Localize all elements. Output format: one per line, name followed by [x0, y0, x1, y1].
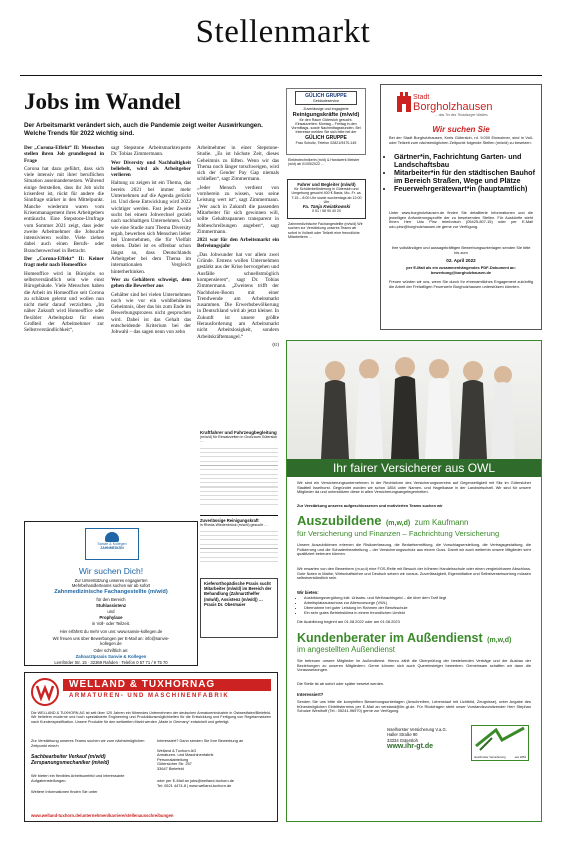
sanvie-intro: Zur Unterstützung unseres engagierten Mehrbehandlerteams suchen wir ab sofort — [71, 578, 151, 588]
insurance-banner-text: Ihr fairer Versicherer aus OWL — [332, 461, 496, 475]
welland-left-intro: Zur Verstärkung unseres Teams suchen wir zum nächstmöglichen Zeitpunkt eine/n — [31, 738, 145, 748]
offer-title: Wir bieten: — [297, 590, 319, 595]
ad-welland — [24, 672, 278, 822]
bh-apply: Ihre vollständigen und aussagekräftigen Bewerbungsunterlagen senden Sie bitte bis zum — [391, 245, 531, 255]
paragraph: Arbeitnehmer in einer Stepstone-Studie. „Es ist höchste Zeit, dieses Geheimnis zu lüften. Wenn wir das Thema noch länger totschweigen, wird sich der Gender Pay Gap niemals schließen“, sagt Zimmermann. — [197, 145, 279, 183]
offer-list — [297, 596, 531, 616]
paragraph: Homeoffice wird in Bürojobs so selbstverständlich sein wie einst Bürogebäude. Viele Menschen haben die Arbeit im Homeoffice seit Corona zu schätzen gelernt und wollen nun nicht mehr darauf verzichten. „Im näher Zukunft wird Homeoffice oder flexibler Arbeitsplatz für einen Großteil der Arbeitnehmer zur Selbstverständlichkeit“, — [24, 270, 104, 334]
guelich-intro: Zuverlässige und engagierte — [303, 107, 349, 112]
insurance-logo — [471, 725, 529, 761]
logo-year: seit 1854 — [514, 755, 526, 759]
paragraph: Gehälter sind bei vielen Unternehmen noch wie vor ein wohlbehütetes Geheimnis, über das bis zum Ende im Bewerbungsprozess nicht gesprochen wird. Dabei ist das Gehalt das entscheidende Kriterium bei der Jobwahl – das sagen neun von zehn — [111, 291, 191, 336]
sanvie-areas — [25, 597, 197, 627]
contact-text: Senden Sie uns bitte die kompletten Bewerbungsunterlagen (Anschreiben, Lebenslauf mit Lichtbild, Zeugnisse), unter Angabe des frühestmöglichen Eintrittstermins per E-Mail an verstand@ihr-gt.de. Für Rückfragen steht unser Vorstandsvorsitzender Herr Stephan Schulze Westhoff (Tel.: 05241-96970) gerne zur Verfügung. — [297, 699, 531, 714]
kiefer-body: Kieferorthopädische Praxis sucht Mitarbeiter (m/w/d) im Bereich der Behandlung (Zahnarzthelfer (m/w/d), Assistenz (m/w/d)) … Praxis Dr. Obermaier — [204, 581, 272, 607]
welland-offer: Wir bieten ein flexibles Arbeitsumfeld und interessante Aufgabenstellungen. — [31, 773, 125, 783]
job1-title: Auszubildene — [297, 513, 382, 528]
welland-right — [157, 739, 273, 788]
author: (tr) — [272, 341, 279, 348]
page-title: Stellenmarkt — [195, 14, 371, 50]
company-block — [387, 727, 447, 750]
job2-title: Kundenberater im Außendienst — [297, 631, 483, 645]
guelich-contact: Frau Schultz, Telefon 02821/9470-145 — [295, 140, 357, 145]
welland-name-bar — [63, 679, 271, 691]
article — [24, 89, 280, 429]
bh-more: Unter www.borgholzhausen.de finden Sie detaillierte Informationen und die jeweiligen Anforderungsprofile der zu besetzenden Stellen. Für Auskünfte steht Ihnen Herr Udo Pinz telefonisch (05425-807-15) oder per E-Mail udo.pinz@borgholzhausen.de gerne zur Verfügung. — [389, 210, 533, 230]
sanvie-address1: Zahnarztpraxis Sanvie & Kollegen — [75, 654, 147, 659]
bh-city-prefix: Stadt — [413, 94, 430, 101]
zuverl-body: in Rheda-Wiedenbrück (m/w/d) gesucht … — [200, 523, 268, 527]
guelich-logo — [295, 91, 357, 105]
subhead: Der „Corona-Effekt“ II: Menschen stellen ihren Job grundlegend in Frage — [24, 145, 104, 164]
sanvie-area: in Voll- oder Teilzeit. — [91, 621, 131, 626]
job1-suffix: (m,w,d) — [385, 520, 411, 527]
bh-headline: Wir suchen Sie — [432, 125, 490, 134]
welland-addr-line: 33647 Bielefeld — [157, 765, 184, 771]
article-lead: Der Arbeitsmarkt verändert sich, auch die Pandemie zeigt weiter Auswirkungen. Welche Trends für 2022 wichtig sind. — [24, 122, 263, 137]
article-column-1 — [24, 145, 104, 336]
divider — [200, 515, 278, 516]
subhead: Wer Diversity und Nachhaltigkeit beliebelt, wird als Arbeitgeber verlieren — [111, 159, 191, 179]
sanvie-position: Zahnmedizinische Fachangestellte (m/w/d) — [54, 589, 168, 595]
welland-addr-line: Welland & Tuxhorn AG — [157, 747, 197, 753]
subhead: Der „Corona-Effekt“ II: Keiner fragt mehr nach Homeoffice — [24, 256, 104, 269]
ad-insurance — [286, 340, 542, 822]
sanvie-apply: Wir freuen uns über Bewerbungen per E-Mail an: info@sanvie-kollegen.de — [52, 636, 170, 646]
tanja-company: Fa. Tanja Kwiatkowski — [302, 204, 351, 210]
ad-elektro: Elektrotechnikerin (m/d) & Handwerk Meister (w/d) ab 01/05/2022 … — [288, 158, 360, 167]
welland-left — [31, 739, 149, 794]
welland-addr-line: Personalabteilung — [157, 756, 189, 762]
logo-label: Isselhorster Versicherung — [474, 755, 506, 759]
zuverl-filler — [200, 529, 278, 565]
insurance-banner — [287, 459, 541, 477]
guelich-title: Reinigungskräfte (m/w/d) — [292, 111, 360, 118]
bh-date: 02. April 2022 — [446, 258, 476, 263]
bh-city: Borgholzhausen — [413, 101, 493, 113]
bh-job-item: • Mitarbeiter*in für den städtischen Bauhof im Bereich Straßen, Wege und Plätze — [394, 169, 535, 185]
welland-company: WELLAND & TUXHORNAG — [69, 679, 216, 690]
welland-sub: ARMATUREN- UND MASCHINENFABRIK — [69, 693, 230, 699]
sanvie-logo-name: Sanvie & Kollegen — [97, 542, 127, 546]
sanvie-or: Oder schriftlich an: — [93, 648, 129, 653]
insurance-job1 — [297, 512, 531, 530]
offer-item: • Ein sehr gutes Betriebsklima in einem freundlichen Umfeld — [304, 611, 531, 616]
sanvie-area: für den Bereich — [96, 597, 126, 602]
paragraph: sagt Stepstone Arbeitsmarktexperte Dr. Tobias Zimmermann. — [111, 145, 191, 158]
welland-info-label: Weitere Informationen finden Sie unter — [31, 789, 98, 795]
welland-about: Die WELLAND & TUXHORN AG ist seit über 120 Jahren ein führendes Unternehmen der deutschen Armaturenindustrie in Ostwestfalen/Bielefeld. Wir beliefern moderne und hoch spezialisierte Engineering und Produktionsmöglichkeiten für die Entwicklung und Fertigung von Regelarmaturen nach Kundenspezifikation. Unsere Produkte für den weltweiten Markt werden „Made in Germany“ entwickelt und gefertigt. — [31, 711, 271, 724]
job2-sub: im angestellten Außendienst — [297, 645, 395, 654]
bh-logo — [393, 91, 533, 119]
sanvie-headline: Wir suchen Dich! — [78, 566, 144, 576]
ad-zahnarzt: Zahnmedizinische Fachangestellte (m/w/d) Wir suchen zur Verstärkung unseres Teams ab sofort in Vollzeit oder Teilzeit eine freundliche Mitarbeiterin … — [288, 222, 363, 239]
welland-addr-line: Gütersloher Str. 257 — [157, 761, 192, 767]
job2-text2: Die Stelle ist ab sofort oder später besetzt werden. — [297, 681, 385, 686]
sanvie-address2: Lemförder Str. 15 · 32369 Rahden · Telefon 0 57 71 / 9 75 70 — [54, 660, 168, 665]
offer-item: • Übernahme bei guter Leistung im Rahmen der Berufsschule — [304, 606, 531, 611]
paragraph: „Jeder Mensch verdient von vornherein zu wissen, was seine Leistung wert ist“, sagt Zimmermann. „Wer auch in Zukunft die passenden Mitarbeiter für sich gewinnen will, sollte Gehaltsspannen transparent in Jobbeschreibungen angeben“, sagt Zimmermann. — [197, 184, 279, 235]
article-column-3 — [197, 145, 279, 350]
welland-job: Zerspanungsmechaniker (m/w/d) — [31, 760, 110, 767]
subhead: 2021 war für den Arbeitsmarkt ein Befreiungsjahr — [197, 237, 279, 250]
article-title: Jobs im Wandel — [24, 89, 181, 114]
welland-contact: oder per E-Mail an jobs@welland-tuxhorn.de — [157, 777, 235, 783]
bh-job-item: • Feuerwehrgerätewart*in (hauptamtlich) — [394, 185, 535, 193]
ad-tanja — [287, 179, 366, 219]
sanvie-area: Prophylaxe — [99, 615, 123, 620]
paragraph: „Das Jobwunder hat vor allem zwei Gründe. Erstens wollen Unternehmen gestärkt aus der Krise hervorgehen und Ausfälle schnellstmöglich kompensieren“, sagt Dr. Tobias Zimmermann. „Zweitens trifft der Nachholen-Boom mit einer Trendwende am Arbeitsmarkt zusammen. Die Erwerbsbevölkerung in Deutschland wird ab jetzt kleiner. In Zukunft ist unsere größte Herausforderung am Arbeitsmarkt nicht Arbeitslosigkeit, sondern Arbeitskräftemangel.“ — [197, 251, 279, 340]
guelich-company: GÜLICH GRUPPE — [305, 134, 347, 141]
ad-zuverl — [200, 518, 278, 573]
tanja-phone: 0 51 / 58 90 40 20 — [312, 209, 341, 214]
job2-text: Sie betreuen unsere Mitglieder im Außendienst. Hierzu zählt die Überprüfung der bestehenden Verträge und der Ausbau der Beziehungen zu unseren Mitgliedern. Gerne können sich auch Quereinsteiger bewerben. Gemeinsam schaffen wir dann die Voraussetzungen. — [297, 658, 531, 673]
company-line: Haller Straße 90 — [387, 732, 418, 738]
insurance-photo — [287, 341, 541, 459]
tanja-title: Fahrer und Begleiter (m/w/d) — [297, 182, 356, 187]
guelich-logo-sub: Gebäudeservice — [312, 99, 340, 103]
article-column-2 — [111, 145, 191, 338]
kraft-body: (m/w/d) für Einsatzzeiten in Großraum Gütersloh … — [200, 435, 278, 444]
subhead: Wer zu Gehältern schweigt, dem gehen die Bewerber aus — [111, 276, 191, 290]
guelich-logo-text: GÜLICH GRUPPE — [305, 93, 347, 99]
insurance-start: Die Ausbildung beginnt am 01.08.2022 oder am 01.08.2023 — [297, 619, 400, 624]
interest: Interessiert? — [297, 692, 324, 697]
sanvie-logo — [85, 528, 139, 560]
company-url[interactable]: www.ihr-gt.de — [387, 743, 434, 751]
insurance-intro: Wir sind ein Versicherungsunternehmen in der Rechtsform des Versicherungsvereins auf Gegenseitigkeit mit Sitz im Gütersloher Stadtteil Isselhorst. Gegründet wurden wir schon 1854 unter Namen- und Hagelkasse in der Landwirtschaft. Wir sind für unsere Mitglieder da und unterstützen diese in allen Versicherungsangelegenheiten. — [297, 480, 531, 495]
job1-sub: zum Kaufmann — [414, 518, 469, 527]
offer-item: • Arbeitsplatzausschuss zur Altersvorsorge (VWL) — [304, 601, 531, 606]
welland-addr-line: Armaturen- und Maschinenfabrik — [157, 752, 214, 758]
sanvie-logo-sub: ZAHNMEDIZIN — [100, 546, 124, 550]
zuverl-title: Zuverlässige Reinigungskraft — [200, 518, 259, 523]
job1-text: Unsere Auszubildenen erlernen die Risikoerfassung, die Bedarfsermittlung, die Vorschlagserstellung, die Vertragsgestaltung, die Policierung und die Schadenbearbeitung – der Versicherungsschutz aus einem Guss. Damit wir auch weiterhin unsere Mitglieder sehr qualifiziert betreuen können. — [297, 542, 531, 557]
welland-phone: Tel: 0521 4474-8 | www.welland-tuxhorn.de — [157, 782, 232, 788]
ad-kraft — [200, 430, 278, 515]
bh-job-list — [387, 153, 535, 193]
bh-tagline: ... das Tor des Teutoburger Waldes — [435, 113, 488, 117]
job1-line2: für Versicherung und Finanzen – Fachrichtung Versicherung — [297, 529, 500, 538]
bh-email: per E-Mail als ein zusammenhängendes PDF-Dokument an: bewerbung@borgholzhausen.de — [406, 265, 516, 275]
bh-intro: Bei der Stadt Borgholzhausen, Kreis Gütersloh, rd. 9.000 Einwohner, sind in Voll- oder Teilzeit zum nächstmöglichen Zeitpunkt folgende Stellen (m/w/d) zu besetzen: — [389, 135, 533, 145]
bh-job-item: • Gärtner*in, Fachrichtung Garten- und Landschaftsbau — [394, 153, 535, 169]
sanvie-logo-shape — [105, 532, 119, 542]
welland-logo-icon — [31, 678, 59, 706]
kraft-filler — [200, 446, 278, 506]
ad-guelich — [286, 88, 366, 155]
page-header — [0, 0, 566, 60]
offer-item: • Ausbildungsvergütung inkl. Urlaubs- und Weihnachtsgeld – die über dem Tarif liegt — [304, 596, 531, 601]
bh-footer: Freuen würden wir uns, wenn Sie durch Ihr ehrenamtliches Engagement zukünftig die Arbeit der Freiwilligen Feuerwehr Borgholzhausen unterstützen könnten. — [389, 279, 533, 289]
bh-logo-icon — [395, 92, 413, 114]
company-line: 33334 Gütersloh — [387, 737, 418, 743]
kraft-title: Kraftfahrer und Fahrzeugbegleitung — [200, 430, 277, 435]
paragraph: Corona hat dazu geführt, dass sich viele intensiv mit ihrer beruflichen Situation auseinandersetzen. Während einige feststellen, dass ihr Job nicht krisenfest ist, rückt für andere die Sinnfrage stärker in den Mittelpunkt. Manche wiederum waren vom Krisenmanagement ihres Arbeitgebers enttäuscht. Eine Stepstone-Umfrage vom Sommer 2021 zeigt, dass jeder zweite Arbeitnehmer die Jobsuche intensivieren wollte. Viele ziehen dabei auch einen Berufs- oder Branchenwechsel in Betracht. — [24, 165, 104, 254]
welland-right-intro: Interessiert? Dann senden Sie Ihre Bewerbung an — [157, 738, 244, 743]
ad-sanvie — [24, 521, 198, 666]
sanvie-area: Stuhlassistenz — [95, 603, 127, 608]
welland-url[interactable]: www.welland-tuxhorn.de/unternehmen/karriere/stellenausschreibungen — [31, 813, 174, 818]
insurance-intro2: Zur Verstärkung unseres aufgeschlossenen und motivierten Teams suchen wir — [297, 503, 443, 508]
paragraph: Haltung zu zeigen ist ein Thema, das bereits 2021 bei immer mehr Unternehmen auf die Agenda gerückt ist. Und diese Entwicklung wird 2022 wichtiger werden. Fast jeder Zweite sucht bei einem Jobwechsel gezielt nach nachhaltigen Unternehmen. Und wie eine Studie zum Thema Diversity ergab, bewerben sich Menschen lieber bei Unternehmen, die für Vielfalt stehen. Dabei ist es offenbar schon längst so, dass Deutschlands Arbeitgeber bei dem Thema im internationalen Vergleich hinterherhinken. — [111, 180, 191, 275]
logo-icon — [472, 726, 528, 752]
tanja-body: für Schülerbeförderung in Gütersloh und Umgebung gesucht 400 € Basis, Mo.-Fr. ca. 7:15 – 8:00 Uhr sowie wochentags ab 12:00 Uhr — [291, 187, 362, 204]
guelich-body: für den Raum Gütersloh gesucht. Einsatzzeiten: Montag – Freitag in den Vormittags- sowie Nachmittagsstunden. Bei Interesse melden Sie sich bitte bei der — [291, 117, 361, 135]
welland-banner — [31, 677, 271, 707]
company-line: Isselhorster Versicherung V.a.G. — [387, 727, 447, 732]
welland-addr — [157, 749, 273, 772]
job1-text2: Wir erwarten von den Bewerbern (m,w,d) eine FOS-Reife mit Besuch der höheren Handelsschule oder einen vergleichbaren Abschluss. Gute Noten in Mathe, Wirtschaftslehre und Deutsch setzen wir voraus. Zuverlässigkeit, Eigeninitiative und Selbstverantwortung müssen selbstverständlich sein. — [297, 566, 531, 581]
ad-borgholzhausen — [380, 84, 542, 330]
welland-job: Sachbearbeiter Verkauf (m/w/d) — [31, 754, 106, 761]
team-photo-icon — [287, 341, 540, 459]
ad-kiefer — [200, 578, 278, 638]
job2-suffix: (m,w,d) — [487, 637, 512, 644]
header-rule — [20, 75, 542, 76]
sanvie-area: und — [107, 609, 115, 614]
sanvie-more: Hier erfährst du mehr von uns: www.sanvie-kollegen.de — [59, 629, 163, 634]
